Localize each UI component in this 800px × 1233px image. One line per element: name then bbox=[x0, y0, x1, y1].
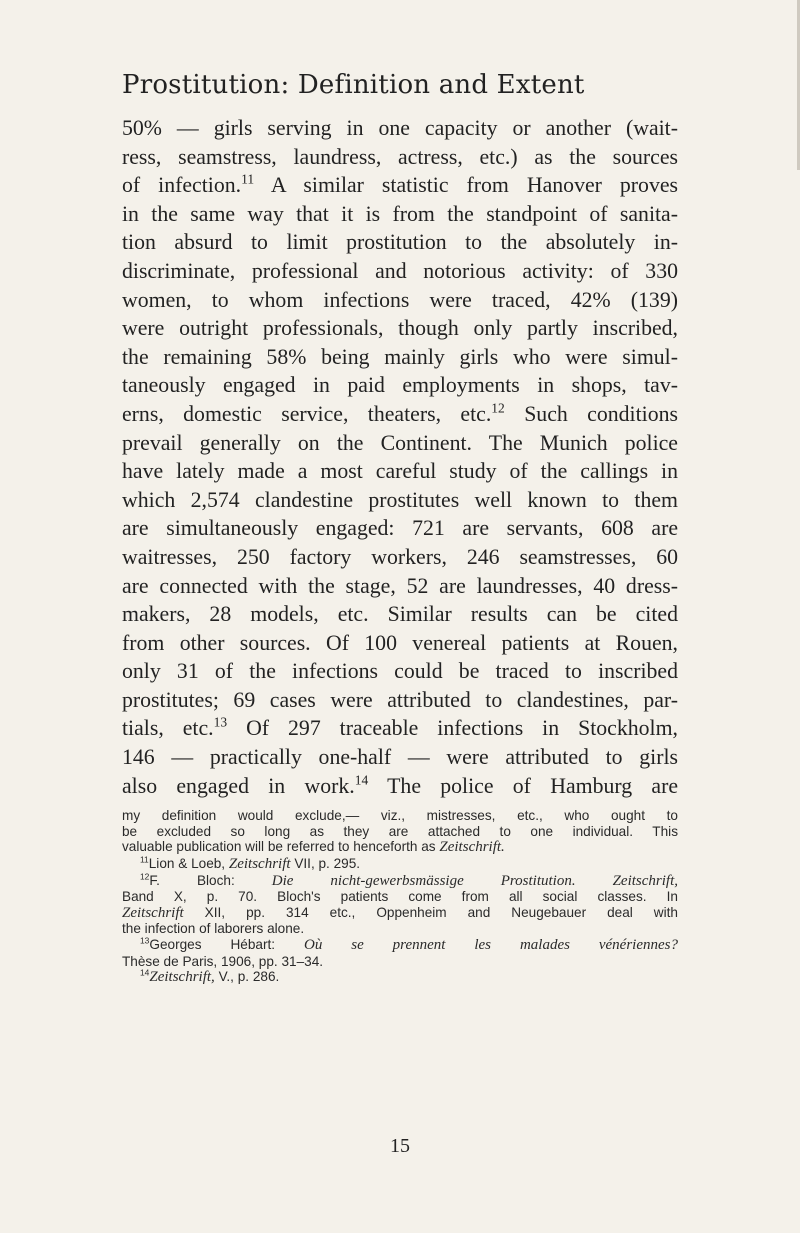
body-line: tion absurd to limit prostitution to the absolutely in- bbox=[122, 230, 678, 255]
body-line: prostitutes; 69 cases were attributed to clandestines, par- bbox=[122, 687, 678, 712]
body-line bbox=[122, 400, 678, 429]
footnote-italic: Die nicht-gewerbsmässige Prostitution. Zeitschrift, bbox=[271, 872, 678, 889]
body-line: taneously engaged in paid employments in shops, tav- bbox=[122, 373, 678, 398]
footnote-12 bbox=[122, 873, 678, 890]
body-line bbox=[122, 714, 678, 743]
body-line: which 2,574 clandestine prostitutes well known to them bbox=[122, 487, 678, 512]
footnote-13-line: Thèse de Paris, 1906, pp. 31–34. bbox=[122, 953, 324, 969]
body-text-run: also engaged in work. bbox=[122, 773, 355, 798]
body-line: discriminate, professional and notorious activity: of 330 bbox=[122, 258, 678, 283]
body-line: prevail generally on the Continent. The Munich police bbox=[122, 430, 678, 455]
footnote-italic: Zeitschrift bbox=[122, 904, 184, 921]
footnote-text: XII, pp. 314 etc., Oppenheim and Neugebauer deal with bbox=[204, 904, 678, 920]
body-line: the remaining 58% being mainly girls who were simul- bbox=[122, 344, 678, 369]
body-text-run: tials, etc. bbox=[122, 716, 214, 741]
footnote-continuation-line bbox=[122, 839, 678, 856]
footnote-12-line: Band X, p. 70. Bloch's patients come from all social classes. In bbox=[122, 889, 678, 905]
footnote-ref-11: 11 bbox=[241, 171, 255, 187]
footnote-number: 11 bbox=[140, 854, 149, 865]
footnote-number: 14 bbox=[140, 967, 150, 978]
body-line: in the same way that it is from the standpoint of sanita- bbox=[122, 201, 678, 226]
body-text-run: The police of Hamburg are bbox=[387, 773, 679, 798]
body-text-run: Of 297 traceable infections in Stockholm, bbox=[246, 716, 679, 741]
footnote-italic: Zeitschrift bbox=[228, 856, 291, 873]
body-line: women, to whom infections were traced, 42% (139) bbox=[122, 287, 678, 312]
body-line: only 31 of the infections could be traced to inscribed bbox=[122, 659, 678, 684]
footnote-text: Lion & Loeb, bbox=[148, 856, 226, 872]
body-line bbox=[122, 772, 678, 801]
running-head: Prostitution: Definition and Extent bbox=[122, 70, 585, 100]
footnote-text: V., p. 286. bbox=[218, 969, 280, 985]
footnote-text: F. Bloch: bbox=[149, 872, 235, 888]
body-text-run: Such conditions bbox=[524, 401, 678, 426]
footnote-14 bbox=[122, 969, 678, 986]
book-page bbox=[122, 70, 678, 986]
body-line: ress, seamstress, laundress, actress, etc.) as the sources bbox=[122, 144, 678, 169]
footnote-ref-14: 14 bbox=[354, 772, 369, 788]
footnote-12-line bbox=[122, 905, 678, 922]
footnote-ref-12: 12 bbox=[491, 400, 505, 416]
footnote-ref-13: 13 bbox=[213, 715, 228, 731]
body-line bbox=[122, 171, 678, 200]
footnotes bbox=[122, 808, 678, 986]
body-line: have lately made a most careful study of the callings in bbox=[122, 459, 678, 484]
body-line: 146 — practically one-half — were attributed to girls bbox=[122, 745, 678, 770]
footnote-11 bbox=[122, 856, 678, 873]
body-line: are connected with the stage, 52 are laundresses, 40 dress- bbox=[122, 573, 678, 598]
body-line: are simultaneously engaged: 721 are servants, 608 are bbox=[122, 516, 678, 541]
body-line: were outright professionals, though only partly inscribed, bbox=[122, 316, 678, 341]
footnote-text: Georges Hébart: bbox=[149, 937, 276, 952]
footnote-text: valuable publication will be referred to henceforth as bbox=[122, 839, 436, 855]
footnote-italic: Zeitschrift, bbox=[149, 969, 215, 986]
footnote-italic: Où se prennent les malades vénériennes? bbox=[304, 937, 678, 953]
page-number: 15 bbox=[390, 1135, 410, 1157]
body-text-run: of infection. bbox=[122, 173, 242, 198]
footnote-continuation-line: be excluded so long as they are attached to one individual. This bbox=[122, 823, 678, 839]
footnote-number: 13 bbox=[140, 935, 150, 946]
footnote-13 bbox=[122, 937, 678, 954]
body-text-run: A similar statistic from Hanover proves bbox=[270, 173, 679, 198]
footnote-continuation-line: my definition would exclude,— viz., mistresses, etc., who ought to bbox=[122, 808, 678, 824]
body-line: 50% — girls serving in one capacity or another (wait- bbox=[122, 116, 678, 140]
footnote-italic: Zeitschrift. bbox=[439, 839, 505, 856]
body-text-run: erns, domestic service, theaters, etc. bbox=[122, 401, 492, 426]
body-paragraph bbox=[122, 114, 678, 800]
body-line: waitresses, 250 factory workers, 246 seamstresses, 60 bbox=[122, 544, 678, 569]
footnote-number: 12 bbox=[140, 871, 150, 882]
footnote-12-line: the infection of laborers alone. bbox=[122, 921, 305, 937]
body-line: makers, 28 models, etc. Similar results can be cited bbox=[122, 602, 678, 627]
footnote-text: VII, p. 295. bbox=[294, 856, 361, 872]
body-line: from other sources. Of 100 venereal patients at Rouen, bbox=[122, 630, 678, 655]
